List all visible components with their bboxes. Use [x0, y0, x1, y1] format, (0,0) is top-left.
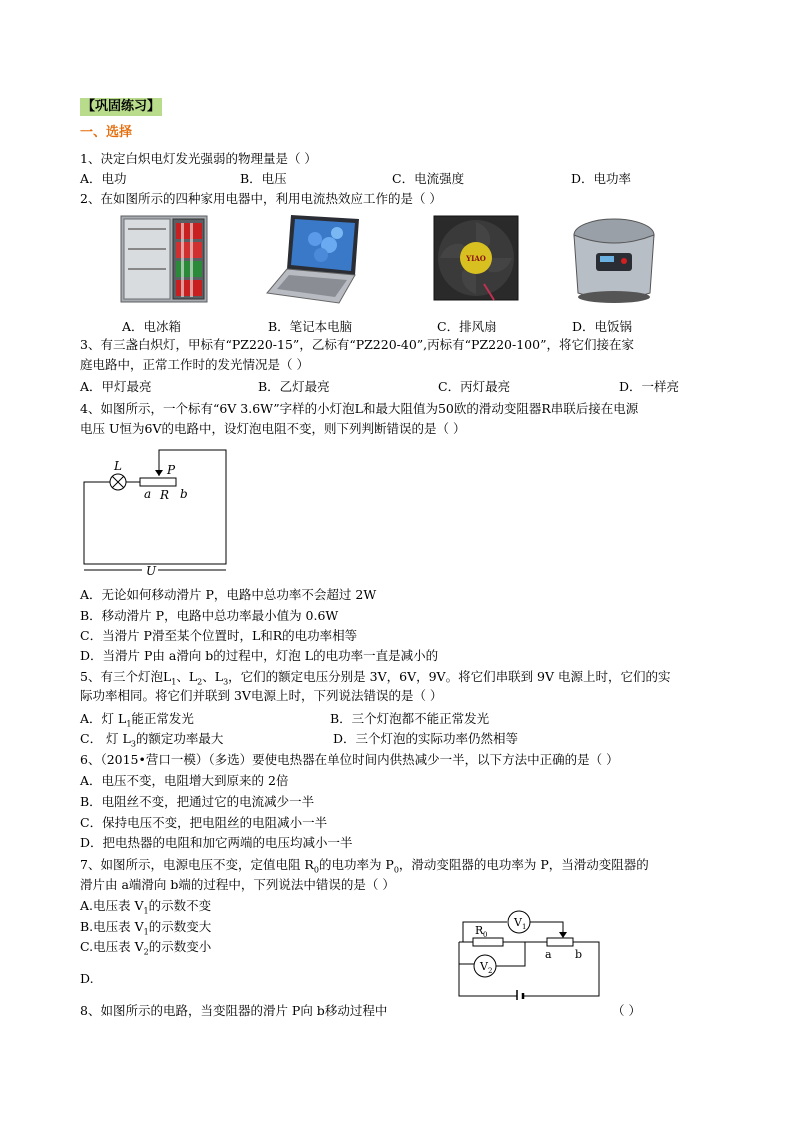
q7-option-c-post: 的示数变小 [148, 939, 212, 954]
q5-sub-2: 2 [197, 677, 203, 687]
q6-option-c: C．保持电压不变，把电阻丝的电阻减小一半 [80, 815, 328, 830]
q7-option-a-sub: 1 [143, 906, 149, 916]
q7-stem-sub2: 0 [393, 865, 399, 875]
q5-stem-part2: ，它们的额定电压分别是 3V，6V，9V。将它们串联到 9V 电源上时，它们的实 [228, 669, 671, 684]
q7-option-c-sub: 2 [143, 947, 149, 957]
q7-stem-part2: 的电功率为 P [318, 857, 394, 872]
q8-stem: 8、如图所示的电路，当变阻器的滑片 P向 b移动过程中 [80, 1003, 388, 1018]
q2-caption-a: A．电冰箱 [122, 319, 182, 334]
q4-label-a: a [144, 487, 152, 501]
q4-option-b: B．移动滑片 P，电路中总功率最小值为 0.6W [80, 608, 339, 623]
q7-stem-sub1: 0 [313, 865, 319, 875]
q1-option-c: C．电流强度 [392, 171, 465, 186]
q3-option-d: D．一样亮 [619, 379, 680, 394]
q7-label-v2-sub: 2 [488, 967, 493, 975]
q4-label-slider: P [167, 463, 176, 477]
q7-circuit-diagram [455, 908, 605, 1000]
q8-answer-blank: （ ） [612, 1003, 641, 1018]
q4-stem-line2: 电压 U恒为6V的电路中，设灯泡电阻不变，则下列判断错误的是（ ） [80, 421, 466, 436]
q2-caption-c: C．排风扇 [437, 319, 497, 334]
section-title: 一、选择 [80, 125, 133, 140]
q4-circuit-diagram [80, 446, 230, 576]
rice-cooker-image [568, 213, 660, 305]
q7-label-a: a [545, 948, 552, 961]
q3-option-b: B．乙灯最亮 [258, 379, 330, 394]
q4-label-lamp: L [114, 459, 122, 473]
q7-label-v2: V [480, 960, 488, 973]
q5-option-d: D．三个灯泡的实际功率仍然相等 [333, 731, 519, 746]
q5-stem-line1: 5、有三个灯泡$L_1$、$L_2$、$L_3$，它们的额定电压分别是 3V，6V，9V。将它们串联到 9V 电源上时，它们的实 [80, 669, 671, 687]
q7-label-v1: V [514, 916, 522, 929]
q7-stem-part3: ，滑动变阻器的电功率为 P，当滑动变阻器的 [398, 857, 649, 872]
q5-option-c-post: 的额定功率最大 [135, 731, 224, 746]
q2-caption-d: D．电饭锅 [572, 319, 633, 334]
q7-label-r0-sub: 0 [483, 931, 488, 939]
q7-label-r0: R [475, 924, 484, 937]
q5-option-a-post: 能正常发光 [131, 711, 194, 726]
q6-option-b: B．电阻丝不变，把通过它的电流减少一半 [80, 794, 315, 809]
q5-stem-line2: 际功率相同。将它们并联到 3V电源上时，下列说法错误的是（ ） [80, 688, 443, 703]
laptop-image [263, 213, 361, 305]
q7-option-a-pre: A.电压表 V [80, 898, 144, 913]
q7-option-c [80, 938, 211, 962]
q2-stem: 2、在如图所示的四种家用电器中，利用电流热效应工作的是（ ） [80, 191, 442, 206]
q5-stem-part1: 5、有三个灯泡L [80, 669, 172, 684]
q7-option-b-sub: 1 [143, 927, 149, 937]
q3-stem-line2: 庭电路中，正常工作时的发光情况是（ ） [80, 357, 309, 372]
q4-label-b: b [180, 487, 188, 501]
q5-sub-1: 1 [171, 677, 177, 687]
q5-sub-3: 3 [223, 677, 229, 687]
q7-stem-part1: 7、如图所示，电源电压不变，定值电阻 R [80, 857, 314, 872]
q1-option-a: A．电功 [80, 171, 127, 186]
q7-label-b: b [575, 948, 583, 961]
q7-label-v1-sub: 1 [522, 923, 527, 931]
q7-option-b-post: 的示数变大 [148, 919, 212, 934]
exhaust-fan-image [432, 214, 520, 302]
q6-option-d: D．把电热器的电阻和加它两端的电压均减小一半 [80, 835, 353, 850]
q7-option-b-pre: B.电压表 V [80, 919, 144, 934]
q4-option-c: C．当滑片 P滑至某个位置时，L和R的电功率相等 [80, 628, 358, 643]
q4-label-r: R [160, 488, 170, 502]
q5-option-c-pre: C． 灯 L [80, 731, 131, 746]
q5-option-c-sub: 3 [130, 739, 136, 749]
q4-stem-line1: 4、如图所示，一个标有“6V 3.6W”字样的小灯泡L和最大阻值为50欧的滑动变阻器R串联后接在电源 [80, 401, 639, 416]
q5-option-a-sub: 1 [126, 719, 132, 729]
q4-option-d: D．当滑片 P由 a滑向 b的过程中，灯泡 L的电功率一直是减小的 [80, 648, 439, 663]
q7-option-d: D. [80, 971, 94, 986]
q2-caption-b: B．笔记本电脑 [268, 319, 353, 334]
q3-option-a: A．甲灯最亮 [80, 379, 152, 394]
refrigerator-image [118, 214, 210, 306]
q5-option-b: B．三个灯泡都不能正常发光 [330, 711, 490, 726]
fan-brand-label: YIAO [466, 254, 486, 263]
q1-option-d: D．电功率 [571, 171, 632, 186]
q7-option-c-pre: C.电压表 V [80, 939, 144, 954]
q6-stem: 6、（2015•营口一模）（多选）要使电热器在单位时间内供热减少一半，以下方法中正确的是（ ） [80, 752, 619, 767]
q3-stem-line1: 3、有三盏白炽灯，甲标有“PZ220-15”，乙标有“PZ220-40”,丙标有“PZ220-100”，将它们接在家 [80, 337, 634, 352]
q3-option-c: C．丙灯最亮 [438, 379, 511, 394]
q7-stem-line2: 滑片由 a端滑向 b端的过程中，下列说法中错误的是（ ） [80, 877, 395, 892]
q4-option-a: A．无论如何移动滑片 P，电路中总功率不会超过 2W [80, 587, 377, 602]
q1-option-b: B．电压 [240, 171, 287, 186]
section-tag: 【巩固练习】 [82, 99, 161, 114]
q1-stem: 1、决定白炽电灯发光强弱的物理量是（ ） [80, 151, 317, 166]
q5-option-a-pre: A．灯 L [80, 711, 127, 726]
q4-label-u: U [146, 564, 157, 576]
q7-option-a [80, 897, 211, 921]
q7-option-a-post: 的示数不变 [148, 898, 212, 913]
q6-option-a: A．电压不变，电阻增大到原来的 2倍 [80, 773, 289, 788]
q5-option-c [80, 730, 223, 754]
